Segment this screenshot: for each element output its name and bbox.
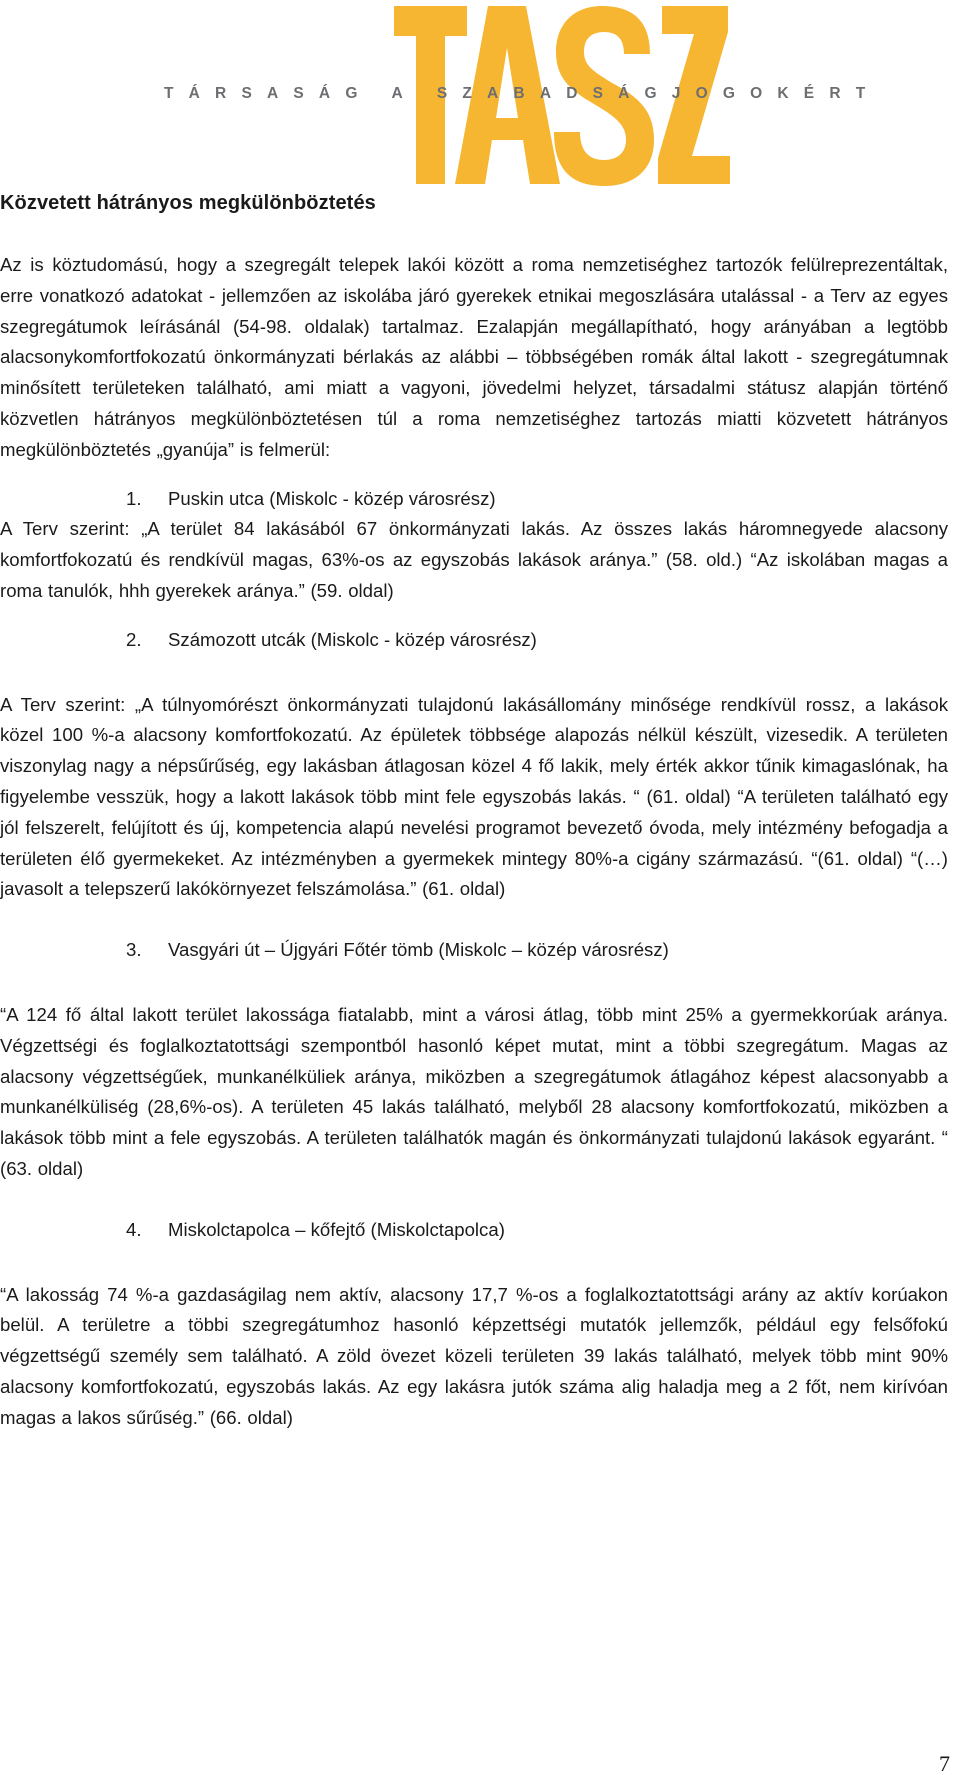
- section-heading: Közvetett hátrányos megkülönböztetés: [0, 192, 376, 214]
- section-1-title-text: Puskin utca (Miskolc - közép városrész): [168, 487, 496, 509]
- document-body: [0, 188, 948, 1434]
- section-4-number: 4.: [126, 1218, 142, 1240]
- tasz-logo-graphic: [162, 0, 881, 188]
- section-2-number: 2.: [126, 628, 142, 650]
- tasz-logo-tagline: TÁRSASÁG A SZABADSÁGJOGOKÉRT: [164, 85, 881, 102]
- section-4-title-text: Miskolctapolca – kőfejtő (Miskolctapolca): [168, 1218, 505, 1240]
- section-4-paragraph: “A lakosság 74 %-a gazdaságilag nem aktív, alacsony 17,7 %-os a foglalkoztatottsági arány az aktív korúakon belül. A területre a többi szegregátumhoz hasonló képzettségi mutatók jellemzők, például egy felsőfokú végzettségű személy sem található. A zöld övezet közeli területen 39 lakás található, melyek több mint 90% alacsony komfortfokozatú, egyszobás lakás. Az egy lakásra jutók száma alig haladja meg a 2 főt, nem kirívóan magas a lakos sűrűség.” (66. oldal): [0, 1283, 948, 1428]
- section-4-title: [0, 1215, 948, 1246]
- page-number: 7: [939, 1751, 950, 1776]
- section-3-title-text: Vasgyári út – Újgyári Főtér tömb (Miskolc – közép városrész): [168, 939, 669, 961]
- section-1-paragraph: A Terv szerint: „A terület 84 lakásából 67 önkormányzati lakás. Az összes lakás háromnegyede alacsony komfortfokozatú és rendkívül magas, 63%-os az egyszobás lakások aránya.” (58. old.) “Az iskolában magas a roma tanulók, hhh gyerekek aránya.” (59. oldal): [0, 518, 948, 601]
- section-2-title-text: Számozott utcák (Miskolc - közép városrész): [168, 628, 537, 650]
- section-1-title: [0, 484, 948, 515]
- section-3-paragraph: “A 124 fő által lakott terület lakossága fiatalabb, mint a városi átlag, több mint 25% a gyermekkorúak aránya. Végzettségi és foglalkoztatottsági szempontból hasonló képet mutat, mint a többi szegregátum. Magas az alacsony végzettségűek, munkanélküliek aránya, miközben a szegregátumok átlagához képest alacsonyabb a munkanélküliség (28,6%-os). A területen 45 lakás található, melyből 28 alacsony komfortfokozatú, miközben a lakások több mint a fele egyszobás. A területen találhatók magán és önkormányzati tulajdonú lakások egyaránt. “ (63. oldal): [0, 1003, 948, 1179]
- intro-paragraph: Az is köztudomású, hogy a szegregált telepek lakói között a roma nemzetiséghez tartozók felülreprezentáltak, erre vonatkozó adatokat - jellemzően az iskolába járó gyerekek etnikai megoszlására utalással - a Terv az egyes szegregátumok leírásánál (54-98. oldalak) tartalmaz. Ezalapján megállapítható, hogy arányában a legtöbb alacsonykomfortfokozatú önkormányzati bérlakás az alábbi – többségében romák által lakott - szegregátumnak minősített területeken található, ami miatt a vagyoni, jövedelmi helyzet, társadalmi státusz alapján történő közvetlen hátrányos megkülönböztetésen túl a roma nemzetiséghez tartozás miatti közvetett hátrányos megkülönböztetés „gyanúja” is felmerül:: [0, 254, 948, 460]
- section-2-paragraph: A Terv szerint: „A túlnyomórészt önkormányzati tulajdonú lakásállomány minősége rendkívül rossz, a lakások közel 100 %-a alacsony komfortfokozatú. Az épületek többsége alapozás nélkül készült, vizesedik. A területen viszonylag nagy a népsűrűség, egy lakásban átlagosan közel 4 fő lakik, mely érték akkor tűnik kimagaslónak, ha figyelembe vesszük, hogy a lakott lakások több mint fele egyszobás lakás. “ (61. oldal) “A területen található egy jól felszerelt, felújított és új, kompetencia alapú nevelési programot bevezető óvoda, mely intézmény befogadja a területen élő gyermekeket. Az intézményben a gyermekek mintegy 80%-a cigány származású. “(61. oldal) “(…) javasolt a telepszerű lakókörnyezet felszámolása.” (61. oldal): [0, 693, 948, 900]
- section-2-title: [0, 625, 948, 656]
- section-3-number: 3.: [126, 939, 142, 961]
- section-3-title: [0, 935, 948, 966]
- tasz-logo: [162, 0, 881, 188]
- section-1-number: 1.: [126, 487, 142, 509]
